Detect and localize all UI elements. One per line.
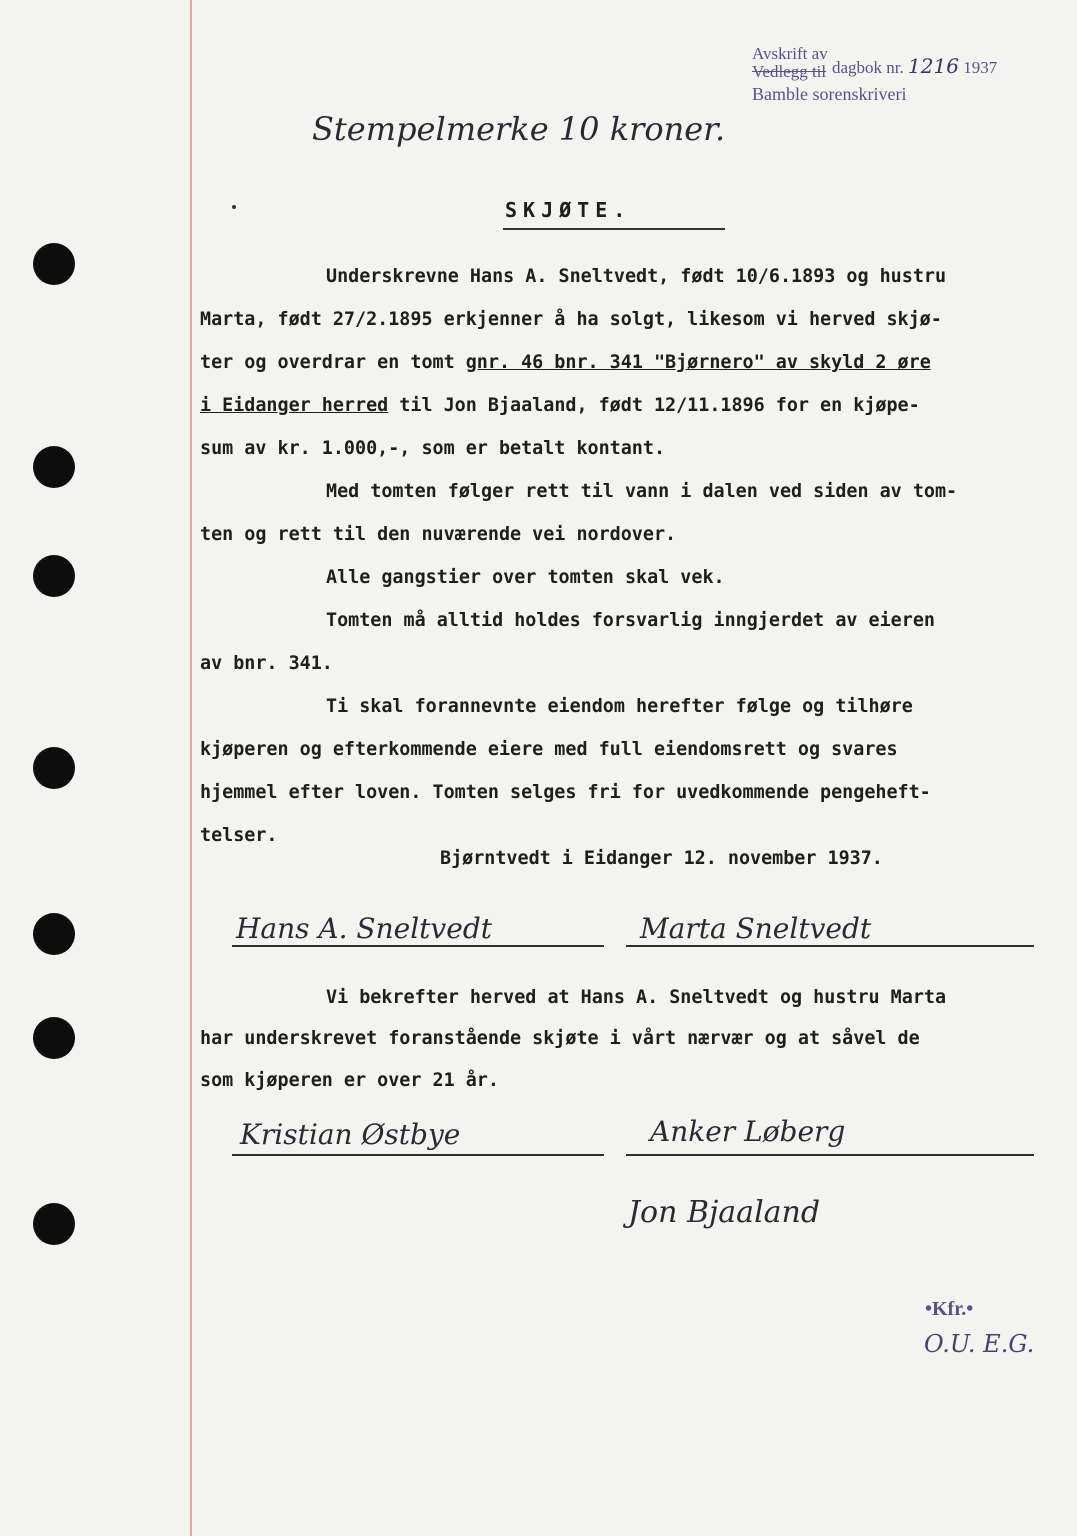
body-line: Med tomten følger rett til vann i dalen ved siden av tom-: [326, 481, 958, 502]
punch-hole: [33, 913, 75, 955]
witness-line: har underskrevet foranstående skjøte i vårt nærvær og at såvel de: [200, 1028, 920, 1049]
body-line: sum av kr. 1.000,-, som er betalt kontant.: [200, 438, 666, 459]
body-line: Alle gangstier over tomten skal vek.: [326, 567, 725, 588]
witness-line: Vi bekrefter herved at Hans A. Sneltvedt og hustru Marta: [326, 987, 947, 1008]
stray-dot: [232, 205, 236, 209]
punch-hole: [33, 1017, 75, 1059]
witness-line: som kjøperen er over 21 år.: [200, 1070, 499, 1091]
signature-seller2: Marta Sneltvedt: [640, 912, 872, 945]
signature-line: [626, 1154, 1034, 1156]
body-line: Tomten må alltid holdes forsvarlig inngjerdet av eieren: [326, 610, 935, 631]
punch-hole: [33, 243, 75, 285]
signature-witness2: Anker Løberg: [650, 1115, 846, 1148]
signature-line: [626, 945, 1034, 947]
stamp-year: 1937: [963, 58, 998, 77]
body-line: av bnr. 341.: [200, 653, 333, 674]
signature-seller1: Hans A. Sneltvedt: [236, 912, 492, 945]
punch-hole: [33, 555, 75, 597]
municipality-reference: i Eidanger herred: [200, 395, 389, 416]
annotation-handwritten: O.U. E.G.: [924, 1330, 1035, 1358]
margin-rule: [190, 0, 192, 1536]
body-line: hjemmel efter loven. Tomten selges fri for uvedkommende pengeheft-: [200, 782, 931, 803]
title-underline: [503, 228, 725, 230]
dagbok-label: dagbok nr.: [832, 58, 904, 77]
body-line: ten og rett til den nuværende vei nordover.: [200, 524, 677, 545]
stamp-note-handwritten: Stempelmerke 10 kroner.: [312, 110, 726, 148]
body-line-text: til Jon Bjaaland, født 12/11.1896 for en kjøpe-: [388, 395, 920, 416]
body-line-text: ter og overdrar en tomt: [200, 352, 466, 373]
place-date: Bjørntvedt i Eidanger 12. november 1937.: [440, 848, 883, 869]
body-line: Underskrevne Hans A. Sneltvedt, født 10/6.1893 og hustru: [326, 266, 947, 287]
document-title: SKJØTE.: [505, 198, 632, 222]
dagbok-number: 1216: [908, 54, 959, 78]
signature-buyer: Jon Bjaaland: [628, 1195, 821, 1230]
punch-hole: [33, 446, 75, 488]
body-line: Ti skal forannevnte eiendom herefter følge og tilhøre: [326, 696, 913, 717]
signature-line: [232, 1154, 604, 1156]
stamp-line-vedlegg: Vedlegg til: [752, 62, 827, 81]
body-line: Marta, født 27/2.1895 erkjenner å ha solgt, likesom vi herved skjø-: [200, 309, 942, 330]
punch-hole: [33, 747, 75, 789]
stamp-line-avskrift: Avskrift av: [752, 44, 828, 63]
signature-line: [232, 945, 604, 947]
signature-witness1: Kristian Østbye: [240, 1118, 461, 1151]
annotation-stamp: •Kfr.•: [925, 1298, 974, 1320]
body-line: [200, 395, 920, 416]
stamp-office: Bamble sorenskriveri: [752, 84, 907, 104]
punch-hole: [33, 1203, 75, 1245]
body-line: [200, 352, 931, 373]
body-line: kjøperen og efterkommende eiere med full eiendomsrett og svares: [200, 739, 898, 760]
stamp-dagbok: [832, 54, 997, 78]
property-reference: gnr. 46 bnr. 341 "Bjørnero" av skyld 2 øre: [465, 352, 931, 373]
body-line: telser.: [200, 825, 278, 846]
